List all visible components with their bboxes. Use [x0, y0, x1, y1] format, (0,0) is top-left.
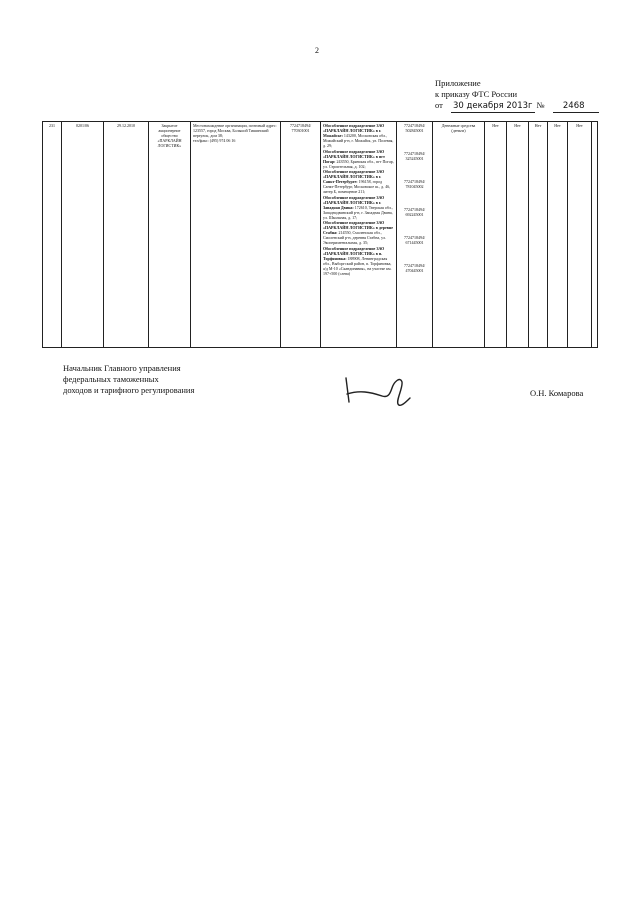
security-cell: Денежные средства (деньги) [433, 122, 485, 348]
subdivision-entry: Обособленное подразделение ЗАО «ПАРКЛАЙН ЛОГИСТИК» в г. Можайске: 143200, Московская обл., Можайский р-н, г. Можайск, ул. Полевая, д. 29; [323, 123, 394, 148]
org-name-cell: Закрытое акционерное общество «ПАРКЛАЙН ЛОГИСТИК» [149, 122, 191, 348]
row-date-cell: 29.12.2010 [104, 122, 149, 348]
position-line: федеральных таможенных [63, 374, 159, 384]
position-line: доходов и тарифного регулирования [63, 385, 195, 395]
flag-cell: Нет [485, 122, 507, 348]
position-line: Начальник Главного управления [63, 363, 181, 373]
table-row [43, 122, 598, 348]
register-table [42, 121, 598, 348]
row-code-cell: 0201/06 [62, 122, 104, 348]
subdivision-inn: 7724718494/ 325245001 [403, 151, 426, 161]
subdivision-inn: 7724718494/ 470445001 [403, 263, 426, 273]
inn-kpp-cell: 7724718494/ 770301001 [281, 122, 321, 348]
subdivision-entry: Обособленное подразделение ЗАО «ПАРКЛАЙН ЛОГИСТИК» в пгт Погар: 243550, Брянская обл., пгт Погар, ул. Строительная, д. 102; [323, 148, 394, 169]
location-phone: тел/факс: (495) 974 06 16 [193, 138, 236, 143]
empty-cell [592, 122, 598, 348]
subdivision-entry: Обособленное подразделение ЗАО «ПАРКЛАЙН ЛОГИСТИК» в п. Торфяновка: 188908, Ленинградская обл., Выборгский район, п. Торфяновка, а/д М-10 «Скандинавия», на участке км. 197+500 (слева) [323, 245, 392, 276]
subdivision-inn: 7724718494/ 692245001 [403, 207, 426, 217]
location-address: Местонахождение организации, почтовый адрес: 123557, город Москва, Большой Тишинский переулок, дом 38; [193, 123, 277, 138]
subdivision-inn: 7724718494/ 781045002 [403, 179, 426, 189]
subdivision-entry: Обособленное подразделение ЗАО «ПАРКЛАЙН ЛОГИСТИК» в г. Западная Двина: 172610, Тверская обл., Западнодвинский р-н, г. Западная Двина, ул. Школьная, д. 17; [323, 194, 393, 220]
appendix-header [435, 78, 599, 113]
order-date: 30 декабря 2013г [452, 101, 533, 111]
appendix-order-line: к приказу ФТС России [435, 89, 518, 99]
page-number: 2 [315, 46, 319, 55]
location-cell [191, 122, 281, 348]
order-number: 2468 [553, 101, 599, 113]
subdivision-inn: 7724718494/ 671445001 [403, 235, 426, 245]
flag-cell: Нет [507, 122, 529, 348]
appendix-title: Приложение [435, 78, 481, 88]
flag-cell: Нет [548, 122, 568, 348]
subdivisions-cell [321, 122, 397, 348]
flag-cell: Нет [529, 122, 548, 348]
appendix-date-line [435, 100, 599, 113]
subdivision-inn-cell [397, 122, 433, 348]
subdivision-entry: Обособленное подразделение ЗАО «ПАРКЛАЙН ЛОГИСТИК» в г. Санкт-Петербурге: 196158, город Санкт-Петербург, Московское ш., д. 46, литер Б, помещение 211; [323, 169, 391, 195]
signer-position [63, 363, 194, 396]
row-index-cell: 231 [43, 122, 62, 348]
number-sign: № [536, 100, 545, 110]
subdivision-inn: 7724718494/ 502845001 [403, 123, 426, 133]
flag-cell: Нет [568, 122, 592, 348]
signer-name: О.Н. Комарова [530, 388, 584, 398]
handwritten-signature [340, 372, 420, 412]
date-prefix: от [435, 100, 443, 110]
subdivision-entry: Обособленное подразделение ЗАО «ПАРКЛАЙН ЛОГИСТИК» в деревне Стабна: 214550, Смоленская обл., Смоленский р-н, деревня Стабна, ул. Экспериментальная, д. 35; [323, 220, 393, 246]
